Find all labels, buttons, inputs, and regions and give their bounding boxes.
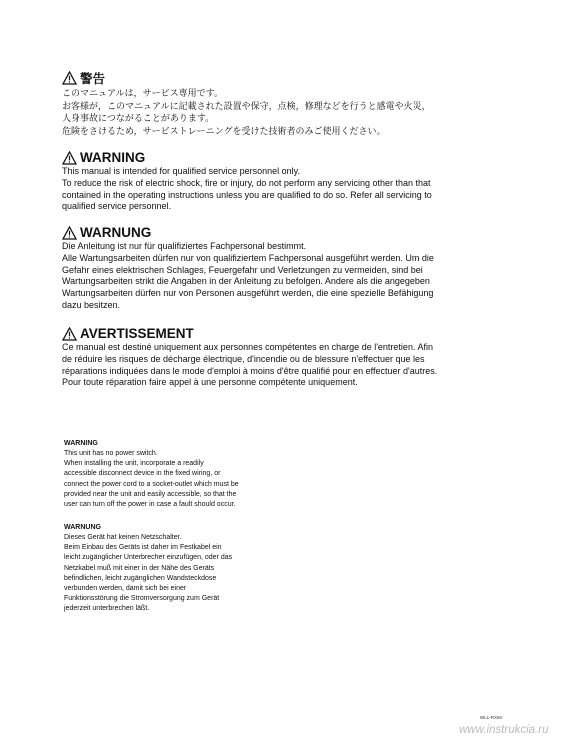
section-line: このマニュアルは，サービス専用です。 — [62, 88, 223, 98]
section-line: This manual is intended for qualified service personnel only. — [62, 166, 300, 176]
section-heading-text: 警告 — [80, 72, 106, 86]
notice-line: leicht zugänglicher Unterbrecher einzufügen, oder das — [64, 554, 233, 562]
notice-line: Funktionsstörung die Stromversorgung zum Gerät — [64, 595, 220, 603]
warning-section-en — [62, 149, 462, 213]
section-heading-text: WARNING — [80, 150, 146, 165]
section-line: dazu besitzen. — [62, 299, 121, 310]
model-number: WLL-RX50 — [480, 715, 503, 720]
notice-line: Netzkabel muß mit einer in der Nähe des Geräts — [64, 564, 215, 572]
notice-line: connect the power cord to a socket-outlet which must be — [64, 480, 239, 488]
power-notice-en — [64, 439, 294, 510]
notice-line: This unit has no power switch. — [64, 450, 158, 457]
watermark: www.instrukcia.ru — [459, 724, 549, 736]
section-heading-text: WARNUNG — [80, 225, 152, 240]
section-heading — [62, 325, 462, 342]
section-line: To reduce the risk of electric shock, fire or injury, do not perform any servicing other than that — [62, 177, 431, 188]
section-line: 危険をさけるため，サービストレーニングを受けた技術者のみご使用ください。 — [62, 125, 386, 136]
notice-line: jederzeit unterbrechen läßt. — [64, 605, 150, 613]
section-line: Wartungsarbeiten dürfen nur von Personen ausgeführt werden, die eine spezielle Befähigung — [62, 288, 434, 299]
section-line: qualified service personnel. — [62, 201, 172, 212]
notice-line: accessible disconnect device in the fixed wiring, or — [64, 470, 221, 478]
notice-title: WARNUNG — [64, 524, 101, 531]
section-line: de réduire les risques de décharge électrique, d'incendie ou de blessure n'effectuer que les — [62, 353, 425, 364]
warning-section-de — [62, 224, 462, 312]
warning-triangle-icon — [62, 151, 77, 165]
section-heading — [62, 70, 462, 86]
notice-line: verbunden werden, damit sich bei einer — [64, 585, 187, 593]
notice-line: Dieses Gerät hat keinen Netzschalter. — [64, 534, 182, 541]
section-line: Alle Wartungsarbeiten dürfen nur von qualifiziertem Fachpersonal ausgeführt werden. Um die — [62, 252, 434, 263]
section-heading — [62, 149, 462, 166]
section-line: Gefahr eines elektrischen Schlages, Feuergefahr und Verletzungen zu vermeiden, sind bei — [62, 264, 423, 275]
notice-title: WARNING — [64, 440, 98, 447]
section-heading-text: AVERTISSEMENT — [80, 326, 194, 341]
warning-section-ja — [62, 70, 462, 137]
notice-line: provided near the unit and easily accessible, so that the — [64, 490, 237, 498]
warning-triangle-icon — [62, 71, 77, 85]
section-line: réparations indiquées dans le mode d'emploi à moins d'être qualifié pour en effectuer d'autres. — [62, 365, 438, 376]
notice-line: user can turn off the power in case a fault should occur. — [64, 501, 236, 509]
section-line: 人身事故につながることがあります。 — [62, 113, 215, 123]
section-line: お客様が，このマニュアルに記載された設置や保守，点検，修理などを行うと感電や火災， — [62, 100, 431, 111]
section-heading — [62, 224, 462, 241]
warning-triangle-icon — [62, 327, 77, 341]
section-line: Pour toute réparation faire appel à une personne compétente uniquement. — [62, 377, 358, 388]
notice-line: Beim Einbau des Geräts ist daher im Festkabel ein — [64, 544, 222, 552]
power-notice-de — [64, 523, 294, 615]
warning-section-fr — [62, 325, 462, 389]
notice-line: befindlichen, leicht zugänglichen Wandsteckdose — [64, 574, 217, 582]
section-line: Wartungsarbeiten strikt die Angaben in der Anleitung zu befolgen. Andere als die angegeben — [62, 276, 430, 287]
warning-triangle-icon — [62, 226, 77, 240]
section-line: contained in the operating instructions unless you are qualified to do so. Refer all servicing to — [62, 189, 432, 200]
section-line: Ce manual est destiné uniquement aux personnes compétentes en charge de l'entretien. Afin — [62, 342, 433, 352]
notice-line: When installing the unit, incorporate a readily — [64, 460, 204, 468]
section-line: Die Anleitung ist nur für qualifiziertes Fachpersonal bestimmt. — [62, 241, 307, 251]
